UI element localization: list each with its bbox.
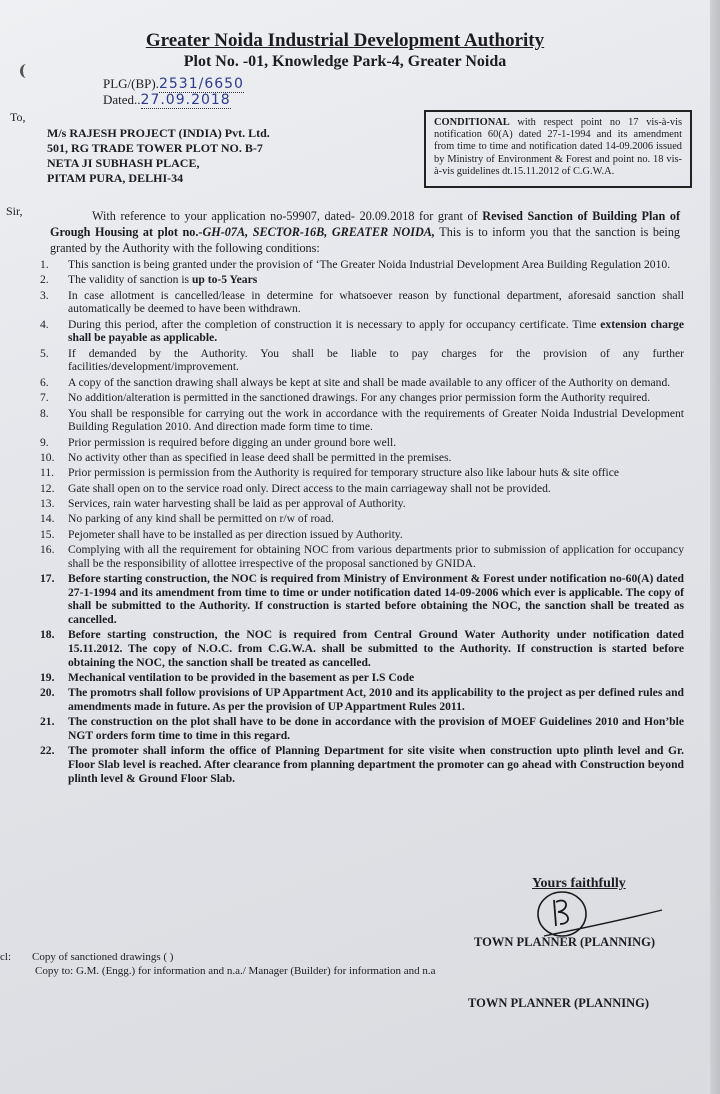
- condition-text: [68, 572, 684, 626]
- condition-number: 9.: [40, 435, 49, 449]
- condition-text: [68, 391, 684, 405]
- condition-number: 5.: [40, 346, 49, 360]
- condition-item: [38, 572, 684, 626]
- condition-number: 21.: [40, 715, 55, 729]
- reference-block: [103, 76, 244, 108]
- condition-body: In case allotment is cancelled/lease in determine for whatsoever reason by functional department, aforesaid sanction shall automatically be deemed to have been withdrawn.: [68, 288, 684, 316]
- condition-text: [68, 451, 684, 465]
- condition-item: [38, 258, 684, 272]
- intro-text-tail: This is to inform you that the sanction is being granted by the Authority with the following conditions:: [50, 225, 681, 255]
- yours-faithfully: Yours faithfully: [532, 876, 626, 891]
- condition-item: [38, 497, 684, 511]
- page-edge: [710, 0, 720, 1094]
- condition-item: [38, 482, 684, 496]
- condition-text: [68, 686, 684, 713]
- condition-text: [68, 497, 684, 511]
- condition-body: The validity of sanction is: [68, 273, 192, 287]
- condition-body: This sanction is being granted under the provision of ‘The Greater Noida Industrial Development Area Building Regulation 2010.: [68, 258, 671, 271]
- condition-number: 2.: [40, 273, 49, 287]
- condition-text: [68, 744, 684, 785]
- condition-text: [68, 482, 684, 496]
- condition-body: During this period, after the completion of construction it is necessary to apply for occupancy certificate. Time: [68, 317, 601, 331]
- condition-text: [68, 273, 684, 287]
- condition-number: 18.: [40, 628, 55, 642]
- condition-number: 6.: [40, 375, 49, 389]
- condition-emphasis: up to-5 Years: [191, 273, 258, 287]
- conditional-box: [424, 110, 692, 188]
- condition-item: [38, 436, 684, 450]
- enclosure-text: Copy of sanctioned drawings ( ): [32, 951, 174, 963]
- condition-item: [38, 744, 684, 785]
- intro-text: With reference to your application no-59907, dated- 20.09.2018 for grant of: [92, 209, 483, 223]
- condition-text: [68, 543, 684, 570]
- condition-body: The promoter shall inform the office of Planning Department for site visite when construction upto plinth level and Gr. Floor Slab level is reached. After clearance from planning department the promoter can go ahead with Construction beyond plinth level & Ground Floor Slab.: [68, 744, 684, 785]
- condition-body: No activity other than as specified in lease deed shall be permitted in the premises.: [68, 450, 452, 464]
- condition-text: [68, 318, 684, 345]
- condition-body: Prior permission is permission from the Authority is required for temporary structure also like labour huts & site office: [68, 466, 620, 480]
- condition-text: [68, 512, 684, 526]
- condition-item: [38, 528, 684, 542]
- condition-text: [68, 347, 684, 374]
- condition-number: 8.: [40, 406, 49, 420]
- condition-number: 14.: [40, 512, 55, 526]
- condition-item: [38, 451, 684, 465]
- signatory-designation-2: TOWN PLANNER (PLANNING): [468, 996, 650, 1010]
- conditional-label: CONDITIONAL: [434, 117, 510, 128]
- condition-item: [38, 391, 684, 405]
- dated-label: Dated..: [103, 92, 141, 107]
- condition-number: 16.: [40, 543, 55, 557]
- address-line: PITAM PURA, DELHI-34: [47, 171, 184, 185]
- condition-number: 17.: [40, 572, 55, 586]
- condition-body: Complying with all the requirement for obtaining NOC from various departments prior to submission of application for occupancy shall be the responsibility of allottee irrespective of the proposal sanctioned by GNIDA.: [68, 543, 684, 570]
- condition-body: The construction on the plot shall have to be done in accordance with the provision of MOEF Guidelines 2010 and Hon’ble NGT orders form time to time in this regard.: [68, 715, 684, 742]
- condition-text: [68, 407, 684, 434]
- condition-item: [38, 407, 684, 434]
- dated-value: 27.09.2018: [140, 92, 231, 108]
- condition-item: [38, 686, 684, 713]
- condition-number: 4.: [40, 317, 49, 331]
- condition-item: [38, 671, 684, 685]
- condition-number: 15.: [40, 527, 55, 541]
- address-line: NETA JI SUBHASH PLACE,: [47, 156, 200, 170]
- conditions-list: [38, 258, 684, 787]
- condition-text: [68, 528, 684, 542]
- plot-location: GH-07A, SECTOR-16B, GREATER NOIDA,: [202, 225, 435, 239]
- condition-number: 11.: [40, 466, 55, 480]
- condition-item: [38, 512, 684, 526]
- salutation: Sir,: [6, 204, 23, 218]
- authority-title: Greater Noida Industrial Development Authority: [145, 30, 545, 51]
- condition-text: [68, 258, 684, 272]
- condition-item: [38, 318, 684, 345]
- condition-body: A copy of the sanction drawing shall always be kept at site and shall be made available to any officer of the Authority on demand.: [68, 375, 671, 389]
- address-line: 501, RG TRADE TOWER PLOT NO. B-7: [47, 141, 263, 155]
- condition-number: 10.: [40, 450, 55, 464]
- condition-emphasis: extension charge shall be payable as applicable.: [68, 317, 684, 345]
- condition-item: [38, 543, 684, 570]
- recipient-address: [47, 126, 270, 186]
- condition-body: Pejometer shall have to be installed as per direction issued by Authority.: [68, 527, 403, 541]
- condition-body: Mechanical ventilation to be provided in the basement as per I.S Code: [68, 670, 415, 684]
- condition-number: 1.: [40, 258, 49, 271]
- copy-to: Copy to: G.M. (Engg.) for information and n.a./ Manager (Builder) for information and n.a: [35, 965, 436, 977]
- condition-body: Before starting construction, the NOC is required from Central Ground Water Authority under notification dated 15.11.2012. The copy of N.O.C. from C.G.W.A. shall be submitted to the Authority. If construction is started before obtaining the NOC, the sanction shall be treated as cancelled.: [68, 628, 684, 669]
- condition-body: No addition/alteration is permitted in the sanctioned drawings. For any changes prior permission form the Authority required.: [68, 391, 651, 405]
- condition-text: [68, 376, 684, 390]
- condition-body: You shall be responsible for carrying out the work in accordance with the requirements of Greater Noida Industrial Development Building Regulation 2010. And direction made form time to time.: [68, 406, 684, 434]
- condition-item: [38, 347, 684, 374]
- condition-text: [68, 628, 684, 669]
- condition-body: Before starting construction, the NOC is required from Ministry of Environment & Forest under notification no-60(A) dated 27-1-1994 and its amendment from time to time or under notification dated 14-09-2006 which ever is applicable. The copy of shall be submitted to the Authority. If construction is started before obtaining the NOC, the sanction shall be treated as cancelled.: [68, 572, 684, 626]
- condition-text: [68, 289, 684, 316]
- condition-text: [68, 671, 684, 685]
- condition-text: [68, 715, 684, 742]
- condition-item: [38, 289, 684, 316]
- condition-item: [38, 466, 684, 480]
- enclosure-label: cl:: [0, 951, 11, 963]
- condition-number: 22.: [40, 744, 55, 758]
- condition-item: [38, 628, 684, 669]
- intro-paragraph: [50, 208, 680, 256]
- condition-text: [68, 436, 684, 450]
- condition-number: 20.: [40, 686, 55, 700]
- ref-label: PLG/(BP).: [103, 76, 159, 91]
- condition-body: Prior permission is required before digging an under ground bore well.: [68, 435, 397, 449]
- condition-body: Gate shall open on to the service road only. Direct access to the main carriageway shall not be provided.: [68, 481, 551, 495]
- to-label: To,: [10, 110, 26, 124]
- condition-body: The promotrs shall follow provisions of UP Appartment Act, 2010 and its applicability to the project as per defined rules and amendments made in future. As per the provision of UP Appartment Rules 2011.: [68, 686, 684, 713]
- intro-bold: Revised Sanction of Building Plan of Grough Housing at plot no.-: [50, 209, 680, 239]
- condition-body: No parking of any kind shall be permitted on r/w of road.: [68, 512, 334, 526]
- condition-number: 7.: [40, 391, 49, 405]
- signatory-designation: TOWN PLANNER (PLANNING): [474, 935, 656, 949]
- condition-text: [68, 466, 684, 480]
- condition-number: 13.: [40, 497, 55, 511]
- address-line: M/s RAJESH PROJECT (INDIA) Pvt. Ltd.: [47, 126, 270, 140]
- condition-number: 3.: [40, 288, 49, 302]
- condition-body: Services, rain water harvesting shall be laid as per approval of Authority.: [68, 497, 406, 511]
- condition-item: [38, 273, 684, 287]
- authority-address: Plot No. -01, Knowledge Park-4, Greater Noida: [183, 53, 507, 70]
- ref-number: 2531/6650: [158, 76, 244, 92]
- conditional-text: with respect point no 17 vis-à-vis notification 60(A) dated 27-1-1994 and its amendment from time to time and notification dated 14-09.2006 issued by Ministry of Environment & Forest and point no. 18 vis-à-vis guidelines dt.15.11.2012 of C.G.W.A.: [434, 117, 682, 177]
- condition-item: [38, 715, 684, 742]
- condition-number: 19.: [40, 670, 55, 684]
- condition-item: [38, 376, 684, 390]
- condition-body: If demanded by the Authority. You shall be liable to pay charges for the provision of any further facilities/development/improvement.: [68, 346, 684, 374]
- condition-number: 12.: [40, 481, 55, 495]
